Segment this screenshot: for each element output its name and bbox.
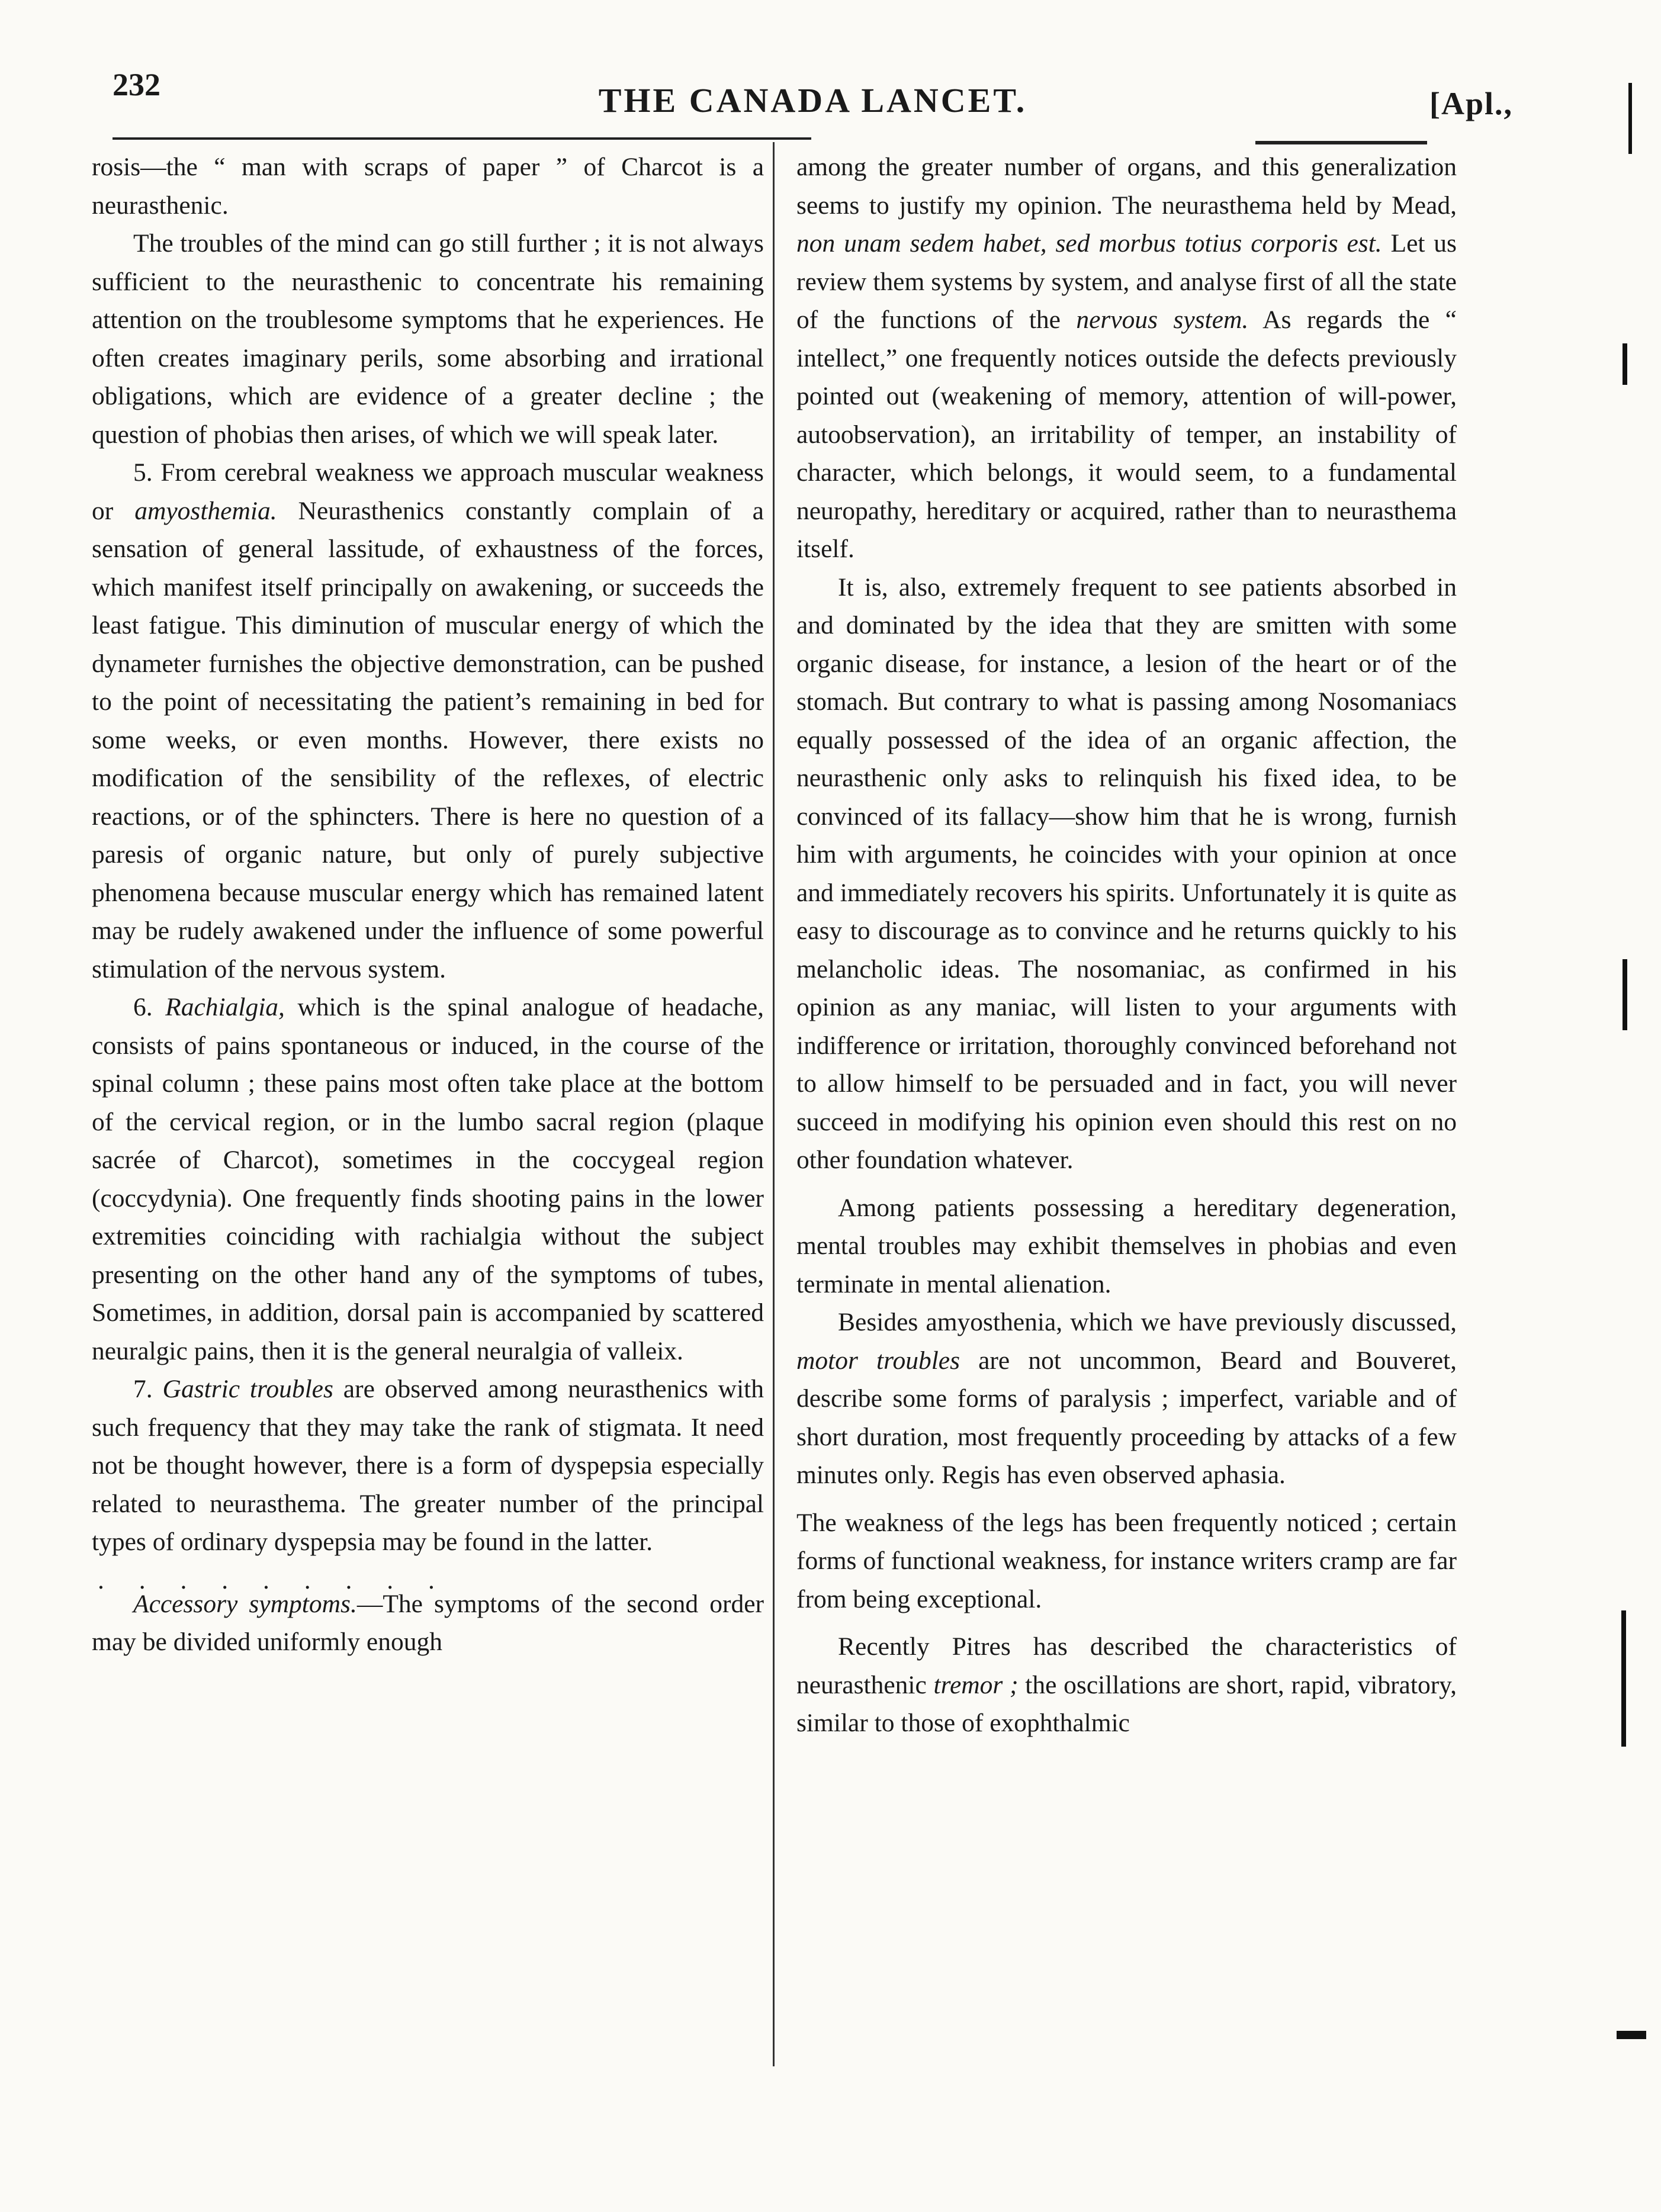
term: nervous system. bbox=[1076, 306, 1249, 334]
paragraph: Among patients possessing a hereditary degeneration, mental troubles may exhibit themselves in phobias and even terminate in mental alienation. bbox=[796, 1193, 1457, 1298]
paragraph-text: 6. bbox=[133, 993, 166, 1021]
column-divider bbox=[773, 142, 775, 2066]
paragraph-text: are not uncommon, Beard and Bouveret, describe some forms of paralysis ; imperfect, variable and of short duration, most frequently proceeding by attacks of a few minutes only. Regis has even observed aphasia. bbox=[796, 1346, 1457, 1489]
paragraph bbox=[796, 1628, 1457, 1742]
right-column bbox=[796, 148, 1457, 1742]
margin-mark bbox=[1623, 343, 1627, 385]
paragraph-text: are observed among neurasthenics with such frequency that they may take the rank of stigmata. It need not be thought however, there is a form of dyspepsia especially related to neurasthema. The greater number of the principal types of ordinary dyspepsia may be found in the latter. bbox=[92, 1375, 764, 1556]
page-number: 232 bbox=[113, 67, 160, 102]
paragraph: It is, also, extremely frequent to see patients absorbed in and dominated by the idea that they are smitten with some organic disease, for instance, a lesion of the heart or of the stomach. But contrary to what is passing among Nosomaniacs equally possessed of the idea of an organic affection, the neurasthenic only asks to relinquish his fixed idea, to be convinced of its fallacy—show him that he is wrong, furnish him with arguments, he coincides with your opinion at once and immediately recovers his spirits. Unfortunately it is quite as easy to discourage as to convince and he returns quickly to his melancholic ideas. The nosomaniac, as confirmed in his opinion as any maniac, will listen to your arguments with indifference or irritation, thoroughly convinced beforehand not to allow himself to be persuaded and in fact, you will never succeed in modifying his opinion even should this rest on no other foundation whatever. bbox=[796, 573, 1457, 1174]
paragraph-text: the oscillations are short, rapid, vibratory, similar to those of exophthalmic bbox=[796, 1670, 1457, 1737]
term: Rachialgia, bbox=[165, 993, 285, 1021]
journal-title: THE CANADA LANCET. bbox=[598, 81, 1027, 120]
paragraph-text: As regards the “ intellect,” one frequently notices outside the defects previously pointed out (weakening of memory, attention of will-power, autoobservation), an irritability of temper, an instability of character, which belongs, it would seem, to a fundamental neuropathy, hereditary or acquired, rather than to neurasthema itself. bbox=[796, 306, 1457, 563]
term: Gastric troubles bbox=[162, 1375, 333, 1403]
paragraph-text: 5. From cerebral weakness we approach muscular weakness or bbox=[92, 458, 764, 525]
paragraph-text: 7. bbox=[133, 1375, 163, 1403]
left-column bbox=[92, 148, 764, 1661]
paragraph-text: Neurasthenics constantly complain of a sensation of general lassitude, of exhaustness of the forces, which manifest itself principally on awakening, or succeeds the least fatigue. This diminution of muscular energy of which the dynameter furnishes the objective demonstration, can be pushed to the point of necessitating the patient’s remaining in bed for some weeks, or even months. However, there exists no modification of the sensibility of the reflexes, of electric reactions, or of the sphincters. There is here no question of a paresis of organic nature, but only of purely subjective phenomena because muscular energy which has remained latent may be rudely awakened under the influence of some powerful stimulation of the nervous system. bbox=[92, 496, 764, 983]
margin-mark bbox=[1623, 959, 1627, 1030]
paragraph bbox=[796, 148, 1457, 568]
issue-date: [Apl., bbox=[1429, 86, 1513, 121]
paragraph bbox=[92, 988, 764, 1370]
paragraph-text: —The symptoms of the second order may be divided uniformly enough bbox=[92, 1589, 764, 1656]
term: motor troubles bbox=[796, 1346, 960, 1375]
paragraph-text: Besides amyosthenia, which we have previously discussed, bbox=[838, 1308, 1457, 1336]
paragraph: rosis—the “ man with scraps of paper ” of Charcot is a neurasthenic. bbox=[92, 153, 764, 220]
section-heading: Accessory symptoms. bbox=[133, 1589, 357, 1618]
paragraph bbox=[92, 454, 764, 988]
header-rule bbox=[113, 137, 811, 140]
paragraph-text: Recently Pitres has described the characteristics of neurasthenic bbox=[796, 1632, 1457, 1699]
margin-mark bbox=[1617, 2031, 1646, 2039]
paragraph-text: Let us review them systems by system, and analyse first of all the state of the functions of the bbox=[796, 229, 1457, 334]
paragraph: The weakness of the legs has been frequently noticed ; certain forms of functional weakness, for instance writers cramp are far from being exceptional. bbox=[796, 1508, 1457, 1613]
header-rule-right bbox=[1255, 141, 1427, 144]
paragraph-text: which is the spinal analogue of headache, consists of pains spontaneous or induced, in the course of the spinal column ; these pains most often take place at the bottom of the cervical region, or in the lumbo sacral region (plaque sacrée of Charcot), sometimes in the coccygeal region (coccydynia). One frequently finds shooting pains in the lower extremities coinciding with rachialgia without the subject presenting on the other hand any of the symptoms of tubes, Sometimes, in addition, dorsal pain is accompanied by scattered neuralgic pains, then it is the general neuralgia of valleix. bbox=[92, 993, 764, 1365]
paragraph: The troubles of the mind can go still further ; it is not always sufficient to the neurasthenic to concentrate his remaining attention on the troublesome symptoms that he experiences. He often creates imaginary perils, some absorbing and irrational obligations, which are evidence of a greater decline ; the question of phobias then arises, of which we will speak later. bbox=[92, 229, 764, 449]
paragraph bbox=[92, 1370, 764, 1561]
term: amyosthemia. bbox=[134, 496, 277, 525]
paragraph-text: among the greater number of organs, and this generalization seems to justify my opinion. The neurasthema held by Mead, bbox=[796, 153, 1457, 220]
page-header bbox=[113, 66, 1513, 131]
paragraph bbox=[796, 1303, 1457, 1494]
separator-dots: . . . . . . . . . bbox=[98, 1565, 449, 1594]
margin-mark bbox=[1621, 1610, 1626, 1747]
latin-quote: non unam sedem habet, sed morbus totius corporis est. bbox=[796, 229, 1382, 258]
paragraph bbox=[92, 1585, 764, 1661]
term: tremor ; bbox=[933, 1670, 1019, 1699]
margin-mark bbox=[1628, 83, 1632, 154]
